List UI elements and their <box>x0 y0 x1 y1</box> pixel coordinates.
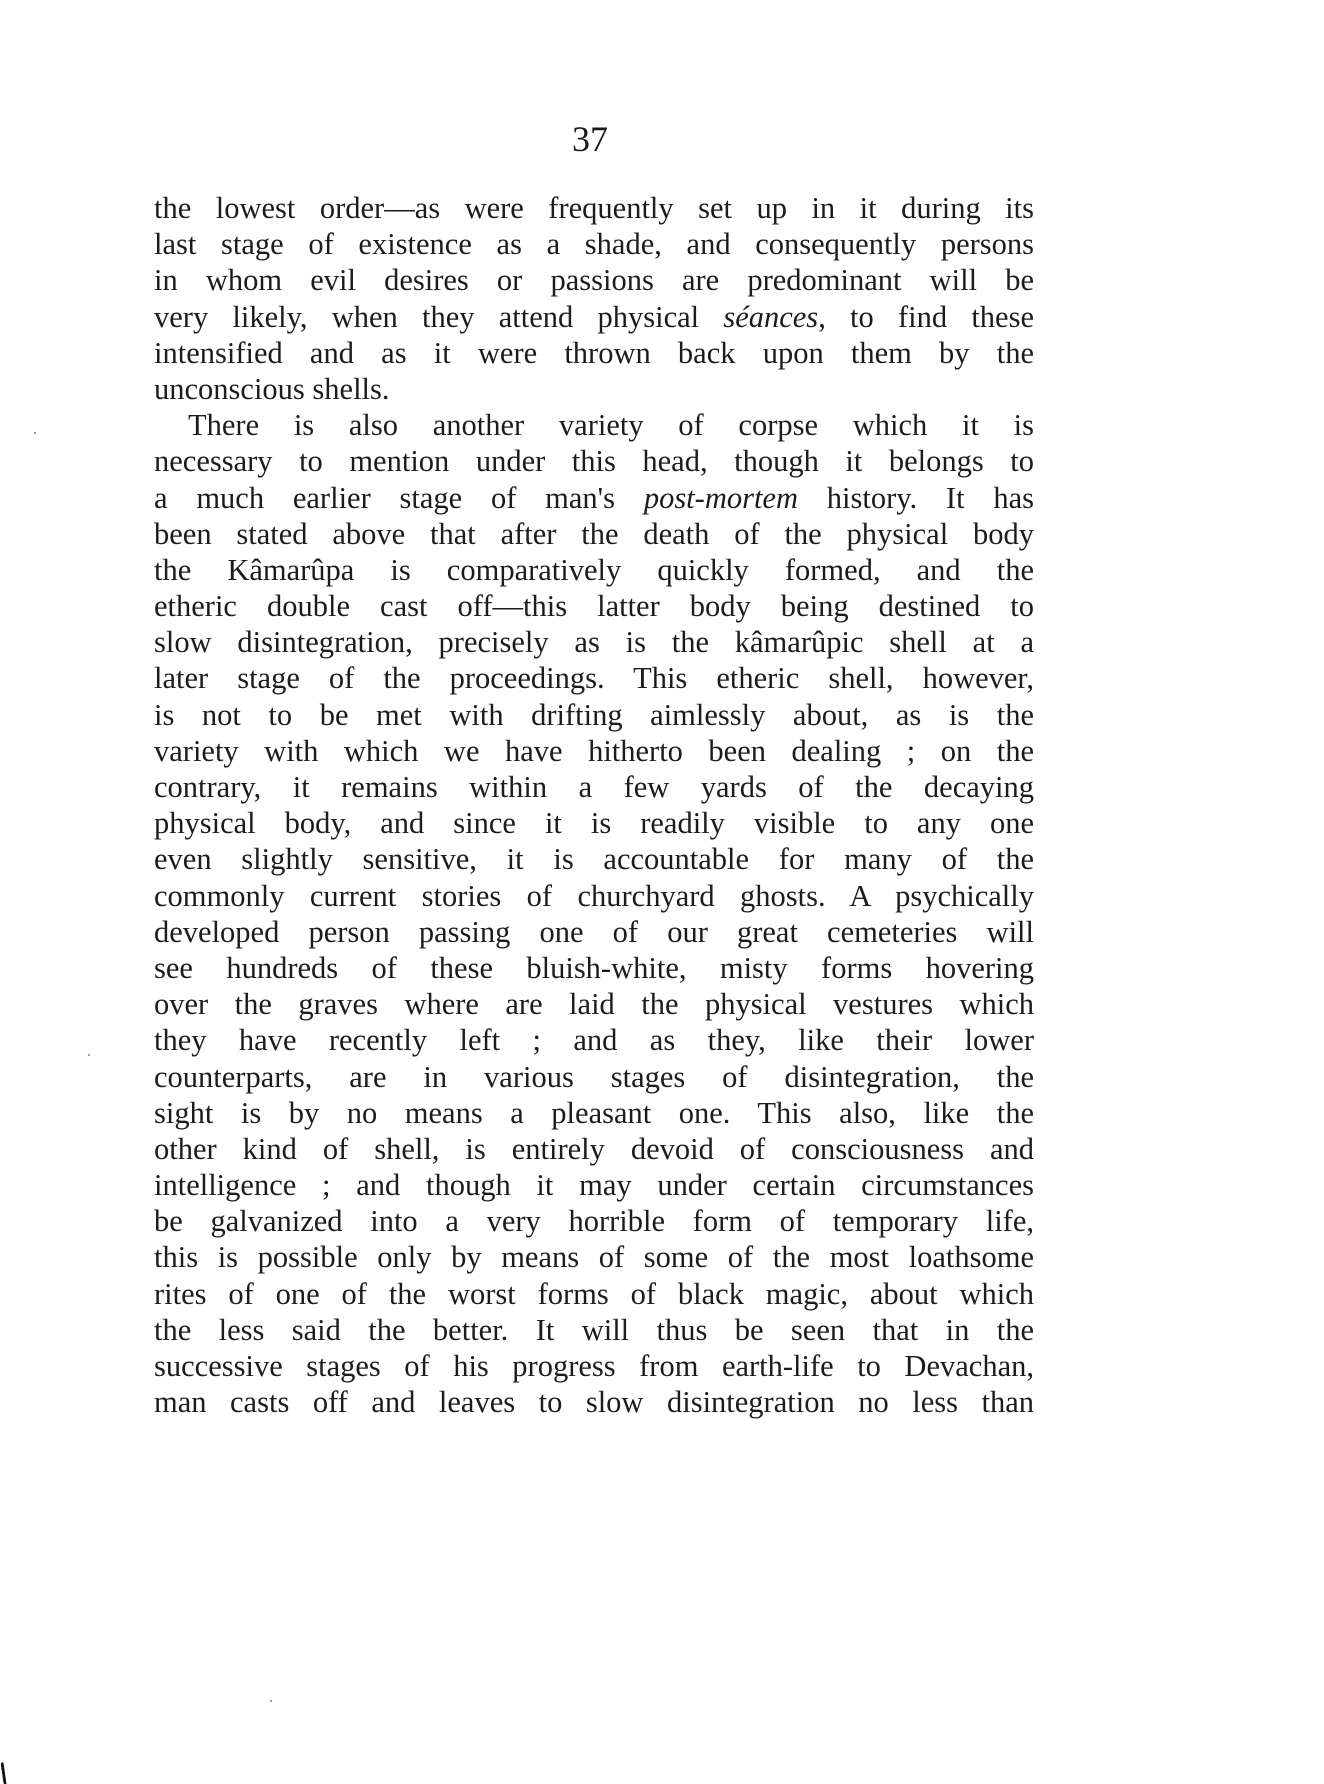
text-line: the lowest order—as were frequently set up in it during its <box>154 191 1034 225</box>
text-line: variety with which we have hitherto been dealing ; on the <box>154 733 1034 768</box>
text-line <box>154 299 1034 335</box>
text-line: man casts off and leaves to slow disintegration no less than <box>154 1385 1034 1420</box>
italic-term: post-mortem <box>643 480 798 515</box>
text-line: in whom evil desires or passions are predominant will be <box>154 263 1034 298</box>
text-line: been stated above that after the death of the physical body <box>154 516 1034 551</box>
text-line: unconscious shells. <box>154 371 390 406</box>
text-line: over the graves where are laid the physical vestures which <box>154 987 1034 1022</box>
italic-term: séances <box>723 299 819 334</box>
text-run: , to find these <box>818 299 1034 334</box>
text-line: rites of one of the worst forms of black magic, about which <box>154 1276 1034 1311</box>
text-line: see hundreds of these bluish-white, misty forms hovering <box>154 950 1034 985</box>
text-line <box>154 480 1034 516</box>
text-line: this is possible only by means of some of the most loathsome <box>154 1240 1034 1275</box>
scan-speck <box>88 1054 90 1056</box>
text-line: developed person passing one of our great cemeteries will <box>154 914 1034 949</box>
text-line: they have recently left ; and as they, like their lower <box>154 1023 1034 1058</box>
scan-edge-mark <box>1 1762 11 1784</box>
body-text <box>154 190 1034 1420</box>
text-line: the Kâmarûpa is comparatively quickly formed, and the <box>154 552 1034 587</box>
text-run: a much earlier stage of man's <box>154 480 644 515</box>
scan-speck <box>270 1700 272 1702</box>
text-line: commonly current stories of churchyard ghosts. A psychically <box>154 878 1034 913</box>
page-number: 37 <box>572 119 608 159</box>
text-line: There is also another variety of corpse which it is <box>188 408 1034 443</box>
text-line: be galvanized into a very horrible form of temporary life, <box>154 1204 1034 1239</box>
text-line: intelligence ; and though it may under certain circumstances <box>154 1168 1034 1203</box>
text-line: intensified and as it were thrown back upon them by the <box>154 335 1034 370</box>
scan-speck <box>34 432 36 434</box>
text-line: sight is by no means a pleasant one. This also, like the <box>154 1095 1034 1130</box>
text-line: physical body, and since it is readily visible to any one <box>154 806 1034 841</box>
text-line: etheric double cast off—this latter body being destined to <box>154 589 1034 624</box>
text-line: contrary, it remains within a few yards of the decaying <box>154 770 1034 804</box>
text-line: the less said the better. It will thus be seen that in the <box>154 1312 1034 1347</box>
text-run: very likely, when they attend physical <box>154 299 724 334</box>
text-line: is not to be met with drifting aimlessly about, as is the <box>154 697 1034 732</box>
text-line: even slightly sensitive, it is accountable for many of the <box>154 842 1034 877</box>
text-line: successive stages of his progress from earth-life to Devachan, <box>154 1349 1034 1383</box>
text-line: slow disintegration, precisely as is the kâmarûpic shell at a <box>154 625 1034 660</box>
text-line: other kind of shell, is entirely devoid of consciousness and <box>154 1131 1034 1166</box>
text-line: last stage of existence as a shade, and consequently persons <box>154 227 1034 262</box>
text-line: necessary to mention under this head, though it belongs to <box>154 444 1034 479</box>
text-line: counterparts, are in various stages of disintegration, the <box>154 1059 1034 1094</box>
text-run: history. It has <box>798 480 1034 515</box>
text-line: later stage of the proceedings. This etheric shell, however, <box>154 661 1034 696</box>
